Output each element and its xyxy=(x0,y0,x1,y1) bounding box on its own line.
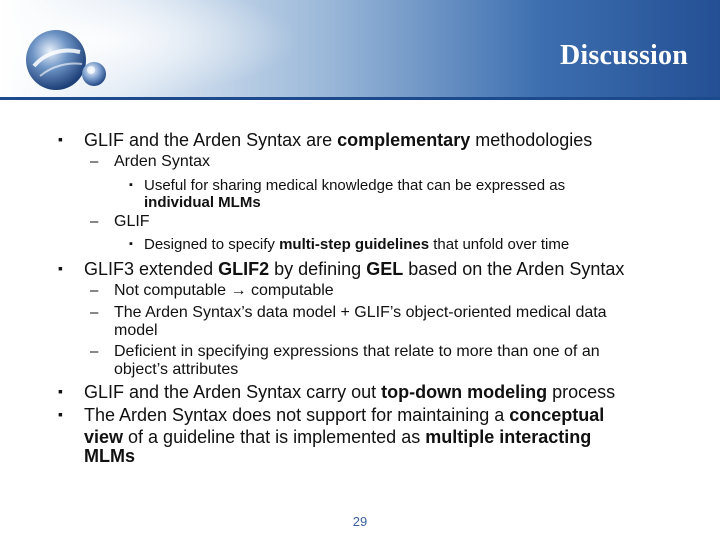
sub-bullet-marker: – xyxy=(90,304,99,321)
sub-bullet-marker: – xyxy=(90,343,99,360)
sub-sub-bullet-marker: ▪ xyxy=(129,238,133,250)
sub-bullet-arden-syntax: Arden Syntax xyxy=(114,153,211,170)
item-useful-for-sharing: Useful for sharing medical knowledge that can be expressed as xyxy=(144,177,566,194)
bullet-top-down-modeling: GLIF and the Arden Syntax carry out top-down modeling process xyxy=(84,382,616,402)
sub-bullet-marker: – xyxy=(90,213,99,230)
sub-bullet-data-model: The Arden Syntax’s data model + GLIF’s object-oriented medical data xyxy=(114,304,607,321)
bullet-marker: ▪ xyxy=(58,131,63,147)
sub-bullet-glif: GLIF xyxy=(114,213,150,230)
arrow-right-icon: → xyxy=(230,282,247,299)
sub-bullet-marker: – xyxy=(90,282,99,299)
bullet-marker: ▪ xyxy=(58,406,63,422)
bullet-conceptual-view-cont2: MLMs xyxy=(84,446,135,466)
sub-sub-bullet-marker: ▪ xyxy=(129,179,133,191)
sub-bullet-marker: – xyxy=(90,153,99,170)
item-useful-for-sharing-cont: individual MLMs xyxy=(144,194,261,211)
item-designed-to-specify: Designed to specify multi-step guidelines that unfold over time xyxy=(144,236,570,253)
sub-bullet-not-computable: Not computable → computable xyxy=(114,282,334,299)
sub-bullet-deficient-cont: object’s attributes xyxy=(114,361,239,378)
bullet-complementary: GLIF and the Arden Syntax are complementary methodologies xyxy=(84,130,593,150)
bullet-conceptual-view-cont: view of a guideline that is implemented as multiple interacting xyxy=(84,427,592,447)
slide-title: Discussion xyxy=(559,40,688,71)
page-number: 29 xyxy=(352,514,368,529)
bullet-conceptual-view: The Arden Syntax does not support for maintaining a conceptual xyxy=(84,405,605,425)
bullet-glif3-extended: GLIF3 extended GLIF2 by defining GEL based on the Arden Syntax xyxy=(84,259,625,279)
bullet-marker: ▪ xyxy=(58,383,63,399)
sub-bullet-data-model-cont: model xyxy=(114,322,158,339)
bullet-marker: ▪ xyxy=(58,260,63,276)
sub-bullet-deficient: Deficient in specifying expressions that relate to more than one of an xyxy=(114,343,600,360)
